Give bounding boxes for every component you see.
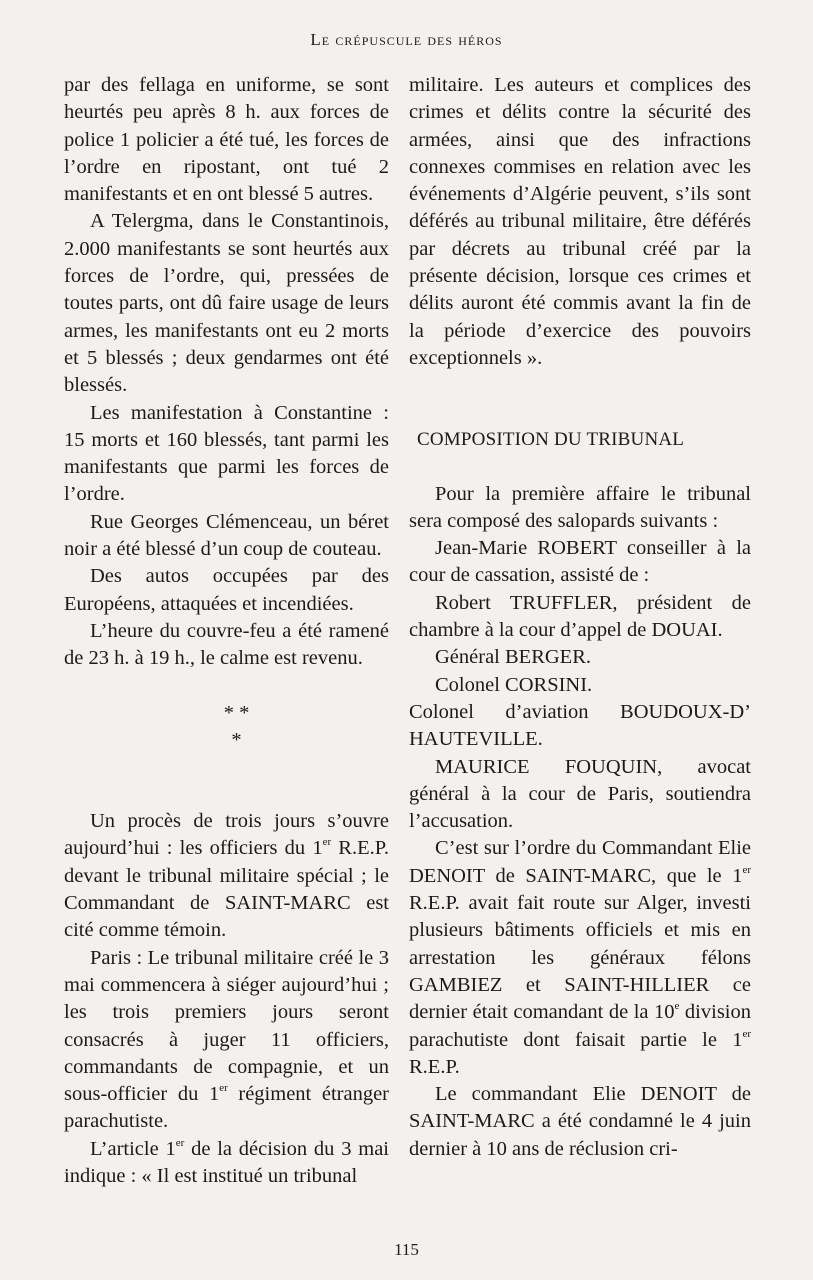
separator-stars-top: * * (223, 701, 250, 724)
running-header: Le crépuscule des héros (310, 30, 503, 49)
paragraph: militaire. Les auteurs et complices des crimes et délits contre la sécurité des armées, ainsi que des infractions connexes commises en relation avec les événements d’Algérie peuvent, s’ils sont déférés au tribunal militaire, être déférés par décrets au tribunal créé par la présente décision, lorsque ces crimes et délits auront été commis avant la fin de la période d’exercice des pouvoirs exceptionnels ». (409, 74, 751, 369)
paragraph: Pour la première affaire le tribunal sera composé des salopards suivants : (409, 482, 751, 532)
right-column (409, 72, 751, 1163)
paragraph: L’article 1er de la décision du 3 mai indique : « Il est institué un tribunal (64, 1136, 389, 1187)
separator-stars-bottom: * (231, 728, 242, 751)
paragraph: L’heure du couvre-feu a été ramené de 23 h. à 19 h., le calme est revenu. (64, 619, 389, 670)
paragraph: Rue Georges Clémenceau, un béret noir a été blessé d’un coup de couteau. (64, 510, 389, 561)
paragraph: MAURICE FOUQUIN, avocat général à la cour de Paris, soutiendra l’accusation. (409, 755, 751, 833)
paragraph: par des fellaga en uniforme, se sont heurtés peu après 8 h. aux forces de police 1 policier a été tué, les forces de l’ordre en ripostant, ont tué 2 manifestants et en ont blessé 5 autres. (64, 74, 389, 206)
paragraph: Colonel CORSINI. (435, 673, 593, 696)
paragraph: Paris : Le tribunal militaire créé le 3 mai commencera à siéger aujourd’hui ; les trois premiers jours seront consacrés à juger 11 officiers, commandants de compagnie, et un sous-officier du 1er régiment étranger parachutiste. (64, 946, 389, 1133)
paragraph: A Telergma, dans le Constantinois, 2.000 manifestants se sont heurtés aux forces de l’ordre, qui, pressées de toutes parts, ont dû faire usage de leurs armes, les manifestants ont eu 2 morts et 5 blessés ; deux gendarmes ont été blessés. (64, 210, 389, 397)
paragraph: C’est sur l’ordre du Commandant Elie DENOIT de SAINT-MARC, que le 1er R.E.P. avait fait route sur Alger, investi plusieurs bâtiments officiels et mis en arrestation les généraux félons GAMBIEZ et SAINT-HILLIER ce dernier était comandant de la 10e division parachutiste dont faisait partie le 1er R.E.P. (409, 837, 751, 1078)
paragraph: Général BERGER. (435, 646, 591, 669)
paragraph: Le commandant Elie DENOIT de SAINT-MARC a été condamné le 4 juin dernier à 10 ans de réclusion cri- (409, 1083, 751, 1160)
paragraph: Un procès de trois jours s’ouvre aujourd’hui : les officiers du 1er R.E.P. devant le tribunal militaire spécial ; le Commandant de SAINT-MARC est cité comme témoin. (64, 810, 389, 942)
left-column (64, 72, 389, 1190)
section-separator (64, 700, 389, 755)
paragraph: Robert TRUFFLER, président de chambre à la cour d’appel de DOUAI. (409, 591, 751, 642)
paragraph: Des autos occupées par des Européens, attaquées et incendiées. (64, 565, 389, 615)
paragraph: Jean-Marie ROBERT conseiller à la cour de cassation, assisté de : (409, 537, 751, 587)
page-number: 115 (394, 1240, 419, 1259)
section-heading: COMPOSITION DU TRIBUNAL (417, 429, 685, 451)
paragraph: Les manifestation à Constantine : 15 morts et 160 blessés, tant parmi les manifestants que parmi les forces de l’ordre. (64, 401, 389, 506)
paragraph: Colonel d’aviation BOUDOUX-D’ HAUTEVILLE. (409, 700, 751, 751)
